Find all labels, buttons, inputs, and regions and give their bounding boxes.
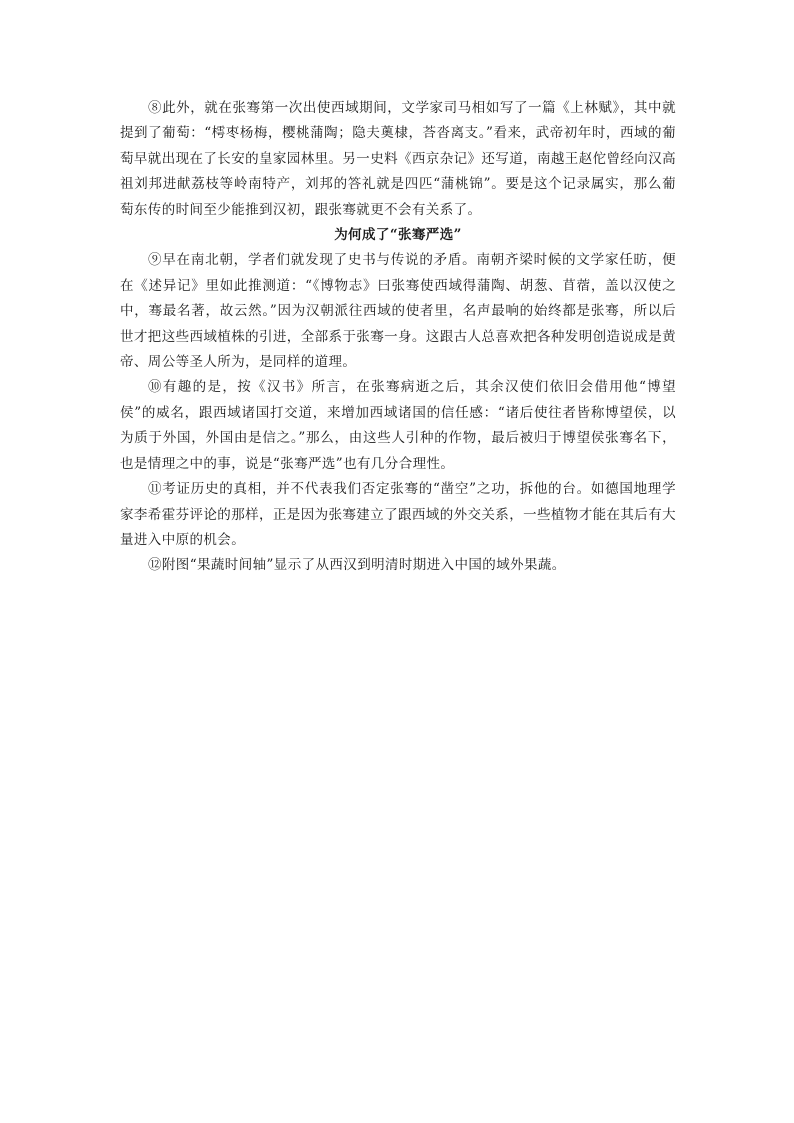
paragraph-12: [120, 553, 676, 578]
paragraph-text: 有趣的是，按《汉书》所言，在张骞病逝之后，其余汉使们依旧会借用他“博望侯”的威名，跟西域诸国打交道，来增加西域诸国的信任感：“诸后使往者皆称博望侯，以为质于外国，外国由是信之。”那么，由这些人引种的作物，最后被归于博望侯张骞名下，也是情理之中的事，说是“张骞严选”也有几分合理性。: [120, 379, 677, 472]
paragraph-text: 此外，就在张骞第一次出使西域期间，文学家司马相如写了一篇《上林赋》，其中就提到了葡萄：“樗枣杨梅，樱桃蒲陶；隐夫薁棣，荅沓离支。”看来，武帝初年时，西域的葡萄早就出现在了长安的皇家园林里。另一史料《西京杂记》还写道，南越王赵佗曾经向汉高祖刘邦进献荔枝等岭南特产，刘邦的答礼就是四匹“蒲桃锦”。要是这个记录属实，那么葡萄东传的时间至少能推到汉初，跟张骞就更不会有关系了。: [120, 100, 676, 218]
paragraph-number: ⑧: [148, 100, 163, 116]
paragraph-number: ⑩: [148, 379, 163, 396]
paragraph-10: [120, 375, 676, 477]
paragraph-8: [120, 96, 676, 223]
document-body: [120, 96, 676, 579]
paragraph-text: 考证历史的真相，并不代表我们否定张骞的“凿空”之功，拆他的台。如德国地理学家李希霍芬评论的那样，正是因为张骞建立了跟西域的外交关系，一些植物才能在其后有大量进入中原的机会。: [120, 481, 677, 548]
paragraph-text: 早在南北朝，学者们就发现了史书与传说的矛盾。南朝齐梁时候的文学家任昉，便在《述异记》里如此推测道：“《博物志》曰张骞使西域得蒲陶、胡葱、苜蓿，盖以汉使之中，骞最名著，故云然。”因为汉朝派往西域的使者里，名声最响的始终都是张骞，所以后世才把这些西域植株的引进，全部系于张骞一身。这跟古人总喜欢把各种发明创造说成是黄帝、周公等圣人所为，是同样的道理。: [120, 252, 676, 371]
paragraph-number: ⑪: [148, 481, 163, 498]
paragraph-text: 附图“果蔬时间轴”显示了从西汉到明清时期进入中国的域外果蔬。: [161, 557, 566, 574]
section-heading: 为何成了“张骞严选”: [334, 227, 462, 244]
paragraph-number: ⑫: [148, 557, 162, 574]
paragraph-number: ⑨: [148, 252, 163, 269]
paragraph-9: [120, 248, 676, 375]
paragraph-11: [120, 477, 676, 553]
